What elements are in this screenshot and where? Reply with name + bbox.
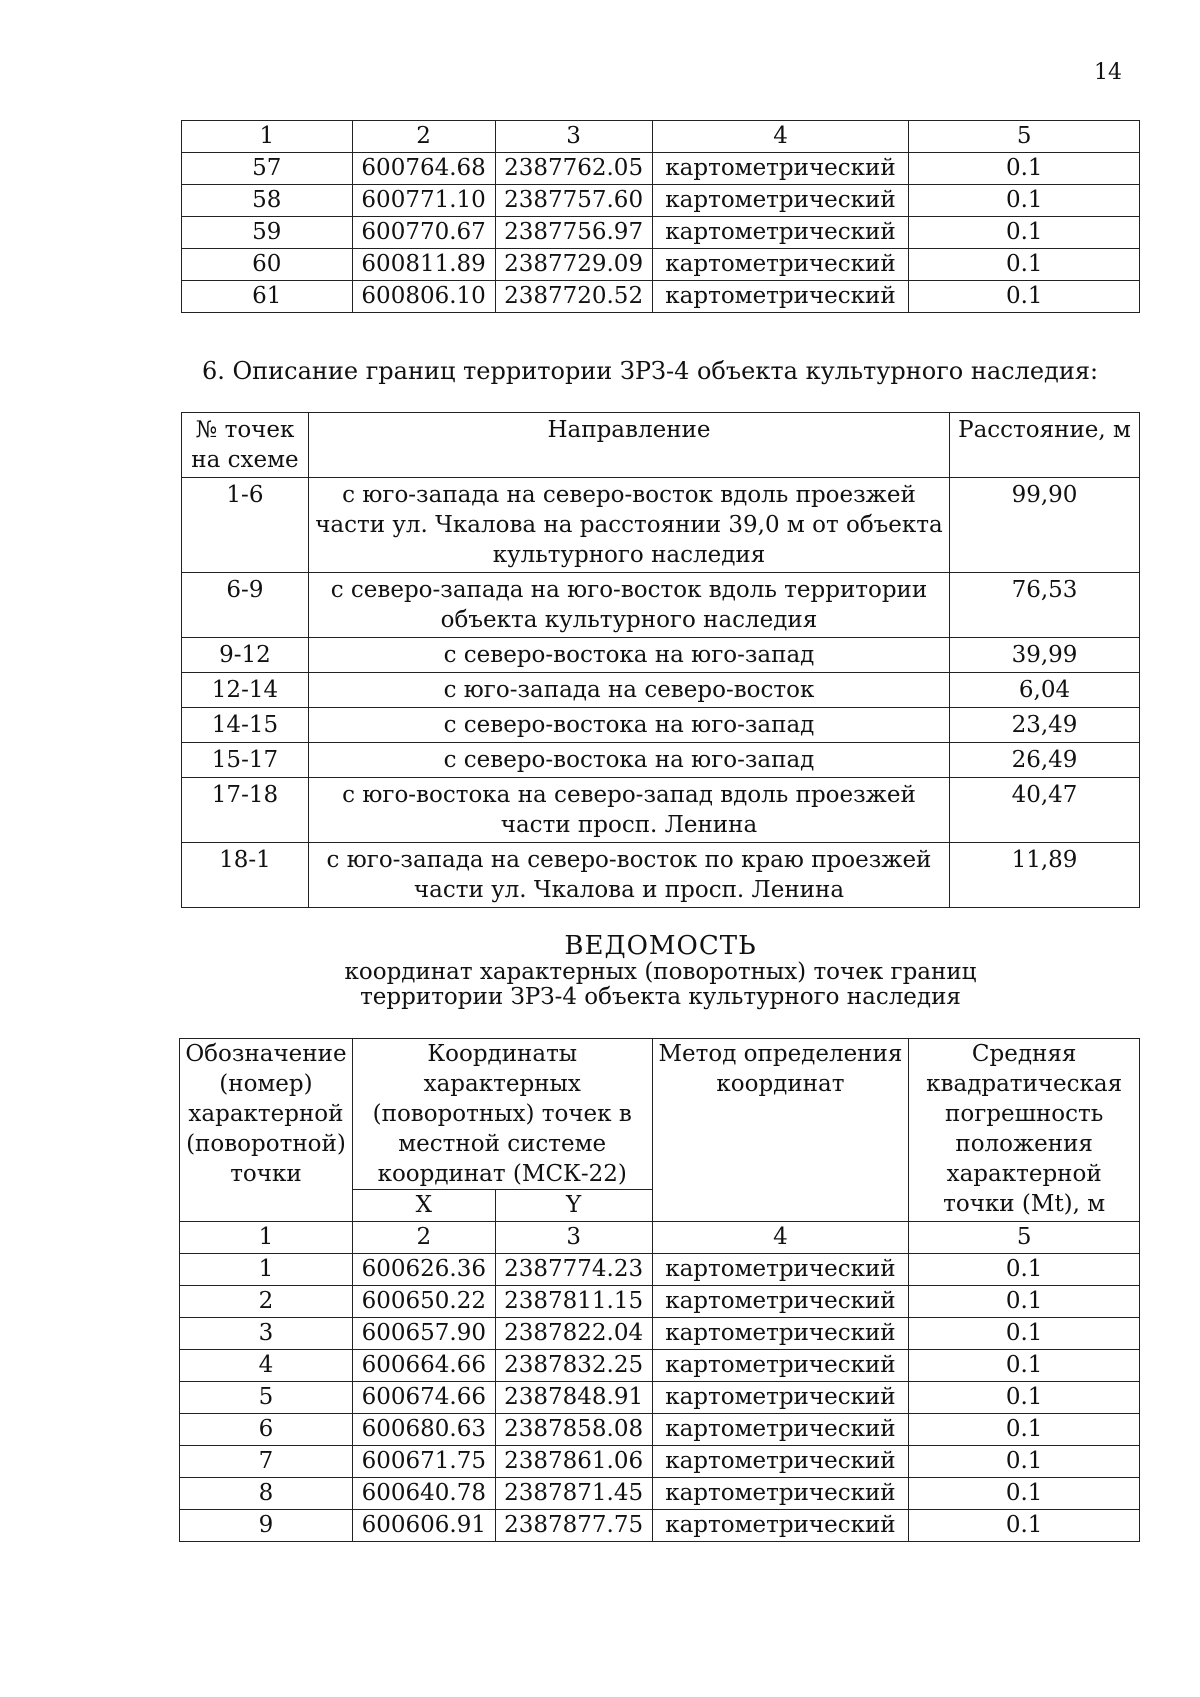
boundary-description-table xyxy=(181,412,1140,908)
point-number: 9 xyxy=(180,1510,353,1542)
coord-y: 2387822.04 xyxy=(495,1318,652,1350)
segment-points: 18-1 xyxy=(182,843,309,908)
method: картометрический xyxy=(652,1382,909,1414)
column-number: 5 xyxy=(909,121,1140,153)
error-value: 0.1 xyxy=(909,185,1140,217)
coord-x: 600771.10 xyxy=(352,185,495,217)
error-value: 0.1 xyxy=(909,1414,1140,1446)
segment-distance: 6,04 xyxy=(950,673,1140,708)
segment-direction: с северо-востока на юго-запад xyxy=(308,743,949,778)
table-row xyxy=(180,1286,1140,1318)
table-row xyxy=(182,573,1140,638)
segment-direction: с северо-востока на юго-запад xyxy=(308,638,949,673)
error-value: 0.1 xyxy=(909,1382,1140,1414)
point-number: 1 xyxy=(180,1254,353,1286)
error-value: 0.1 xyxy=(909,153,1140,185)
error-value: 0.1 xyxy=(909,1318,1140,1350)
table-numbering-row xyxy=(180,1222,1140,1254)
coord-x: 600806.10 xyxy=(352,281,495,313)
table-row xyxy=(182,249,1140,281)
coord-x: 600811.89 xyxy=(352,249,495,281)
coordinates-table xyxy=(179,1038,1140,1542)
segment-distance: 26,49 xyxy=(950,743,1140,778)
method: картометрический xyxy=(652,1478,909,1510)
table-row xyxy=(182,217,1140,249)
table-row xyxy=(180,1510,1140,1542)
point-number: 7 xyxy=(180,1446,353,1478)
coord-y: 2387871.45 xyxy=(495,1478,652,1510)
direction-header: Направление xyxy=(308,413,949,478)
coord-x: 600770.67 xyxy=(352,217,495,249)
table-row xyxy=(180,1318,1140,1350)
error-value: 0.1 xyxy=(909,281,1140,313)
method: картометрический xyxy=(652,1286,909,1318)
table-row xyxy=(180,1350,1140,1382)
table-row xyxy=(182,638,1140,673)
table-row xyxy=(182,673,1140,708)
method: картометрический xyxy=(652,1446,909,1478)
point-number: 5 xyxy=(180,1382,353,1414)
coord-y: 2387757.60 xyxy=(495,185,652,217)
coord-x: 600680.63 xyxy=(352,1414,495,1446)
segment-points: 6-9 xyxy=(182,573,309,638)
error-value: 0.1 xyxy=(909,1286,1140,1318)
column-number: 5 xyxy=(909,1222,1140,1254)
table-header-row xyxy=(180,1039,1140,1190)
coord-y: 2387774.23 xyxy=(495,1254,652,1286)
method-header: Метод определения координат xyxy=(652,1039,909,1222)
point-number: 61 xyxy=(182,281,353,313)
point-designation-header: Обозначение (номер) характерной (поворотной) точки xyxy=(180,1039,353,1222)
column-number: 1 xyxy=(182,121,353,153)
table-row xyxy=(182,153,1140,185)
segment-direction: с юго-запада на северо-восток по краю проезжей части ул. Чкалова и просп. Ленина xyxy=(308,843,949,908)
column-number: 4 xyxy=(652,121,909,153)
segment-points: 9-12 xyxy=(182,638,309,673)
distance-header: Расстояние, м xyxy=(950,413,1140,478)
method: картометрический xyxy=(652,217,909,249)
error-value: 0.1 xyxy=(909,1254,1140,1286)
error-value: 0.1 xyxy=(909,1350,1140,1382)
y-header: Y xyxy=(495,1190,652,1222)
error-header: Средняя квадратическая погрешность положения характерной точки (Mt), м xyxy=(909,1039,1140,1222)
segment-direction: с северо-востока на юго-запад xyxy=(308,708,949,743)
segment-points: 15-17 xyxy=(182,743,309,778)
point-number: 6 xyxy=(180,1414,353,1446)
error-value: 0.1 xyxy=(909,1510,1140,1542)
table-row xyxy=(180,1414,1140,1446)
coord-y: 2387811.15 xyxy=(495,1286,652,1318)
coordinates-table-continuation xyxy=(181,120,1140,313)
coordinates-table-body xyxy=(182,121,1140,313)
segment-distance: 39,99 xyxy=(950,638,1140,673)
column-number: 4 xyxy=(652,1222,909,1254)
table-row xyxy=(180,1382,1140,1414)
method: картометрический xyxy=(652,1318,909,1350)
point-number: 58 xyxy=(182,185,353,217)
coord-x: 600640.78 xyxy=(352,1478,495,1510)
coord-y: 2387832.25 xyxy=(495,1350,652,1382)
coord-y: 2387858.08 xyxy=(495,1414,652,1446)
segment-direction: с юго-запада на северо-восток вдоль проезжей части ул. Чкалова на расстоянии 39,0 м от объекта культурного наследия xyxy=(308,478,949,573)
segment-points: 17-18 xyxy=(182,778,309,843)
table-header-row xyxy=(182,121,1140,153)
method: картометрический xyxy=(652,185,909,217)
column-number: 2 xyxy=(352,1222,495,1254)
segment-points: 12-14 xyxy=(182,673,309,708)
coord-y: 2387848.91 xyxy=(495,1382,652,1414)
method: картометрический xyxy=(652,249,909,281)
column-number: 3 xyxy=(495,121,652,153)
table-row xyxy=(180,1446,1140,1478)
coord-x: 600650.22 xyxy=(352,1286,495,1318)
table-row xyxy=(180,1478,1140,1510)
vedomost-heading xyxy=(181,932,1140,1010)
error-value: 0.1 xyxy=(909,1478,1140,1510)
table-row xyxy=(182,478,1140,573)
table-row xyxy=(182,778,1140,843)
method: картометрический xyxy=(652,1350,909,1382)
point-number: 2 xyxy=(180,1286,353,1318)
vedomost-title: ВЕДОМОСТЬ xyxy=(564,931,757,961)
coord-y: 2387720.52 xyxy=(495,281,652,313)
coordinates-header: Координаты характерных (поворотных) точек в местной системе координат (МСК-22) xyxy=(352,1039,652,1190)
coord-x: 600657.90 xyxy=(352,1318,495,1350)
table-row xyxy=(182,185,1140,217)
point-number: 59 xyxy=(182,217,353,249)
point-number: 3 xyxy=(180,1318,353,1350)
table-row xyxy=(182,281,1140,313)
segment-distance: 76,53 xyxy=(950,573,1140,638)
error-value: 0.1 xyxy=(909,249,1140,281)
point-number: 57 xyxy=(182,153,353,185)
coord-x: 600674.66 xyxy=(352,1382,495,1414)
coord-x: 600664.66 xyxy=(352,1350,495,1382)
section-heading: 6. Описание границ территории ЗРЗ-4 объекта культурного наследия: xyxy=(201,357,1099,385)
point-number: 8 xyxy=(180,1478,353,1510)
table-row xyxy=(182,743,1140,778)
points-header: № точек на схеме xyxy=(182,413,309,478)
coord-y: 2387762.05 xyxy=(495,153,652,185)
method: картометрический xyxy=(652,281,909,313)
table-row xyxy=(182,708,1140,743)
segment-direction: с северо-запада на юго-восток вдоль территории объекта культурного наследия xyxy=(308,573,949,638)
method: картометрический xyxy=(652,153,909,185)
column-number: 1 xyxy=(180,1222,353,1254)
table-row xyxy=(182,843,1140,908)
coord-x: 600764.68 xyxy=(352,153,495,185)
segment-distance: 99,90 xyxy=(950,478,1140,573)
segment-points: 1-6 xyxy=(182,478,309,573)
coord-y: 2387729.09 xyxy=(495,249,652,281)
column-number: 3 xyxy=(495,1222,652,1254)
column-number: 2 xyxy=(352,121,495,153)
segment-direction: с юго-востока на северо-запад вдоль проезжей части просп. Ленина xyxy=(308,778,949,843)
table-row xyxy=(180,1254,1140,1286)
point-number: 4 xyxy=(180,1350,353,1382)
segment-points: 14-15 xyxy=(182,708,309,743)
table-header-row xyxy=(182,413,1140,478)
method: картометрический xyxy=(652,1510,909,1542)
error-value: 0.1 xyxy=(909,217,1140,249)
coord-x: 600606.91 xyxy=(352,1510,495,1542)
segment-distance: 40,47 xyxy=(950,778,1140,843)
coord-y: 2387756.97 xyxy=(495,217,652,249)
segment-distance: 23,49 xyxy=(950,708,1140,743)
method: картометрический xyxy=(652,1254,909,1286)
vedomost-subtitle-line2: территории ЗРЗ-4 объекта культурного наследия xyxy=(360,984,961,1010)
page-number: 14 xyxy=(1094,60,1122,85)
point-number: 60 xyxy=(182,249,353,281)
x-header: X xyxy=(352,1190,495,1222)
coord-y: 2387861.06 xyxy=(495,1446,652,1478)
segment-direction: с юго-запада на северо-восток xyxy=(308,673,949,708)
vedomost-subtitle-line1: координат характерных (поворотных) точек границ xyxy=(344,959,977,985)
segment-distance: 11,89 xyxy=(950,843,1140,908)
method: картометрический xyxy=(652,1414,909,1446)
coord-x: 600626.36 xyxy=(352,1254,495,1286)
coord-x: 600671.75 xyxy=(352,1446,495,1478)
error-value: 0.1 xyxy=(909,1446,1140,1478)
coord-y: 2387877.75 xyxy=(495,1510,652,1542)
